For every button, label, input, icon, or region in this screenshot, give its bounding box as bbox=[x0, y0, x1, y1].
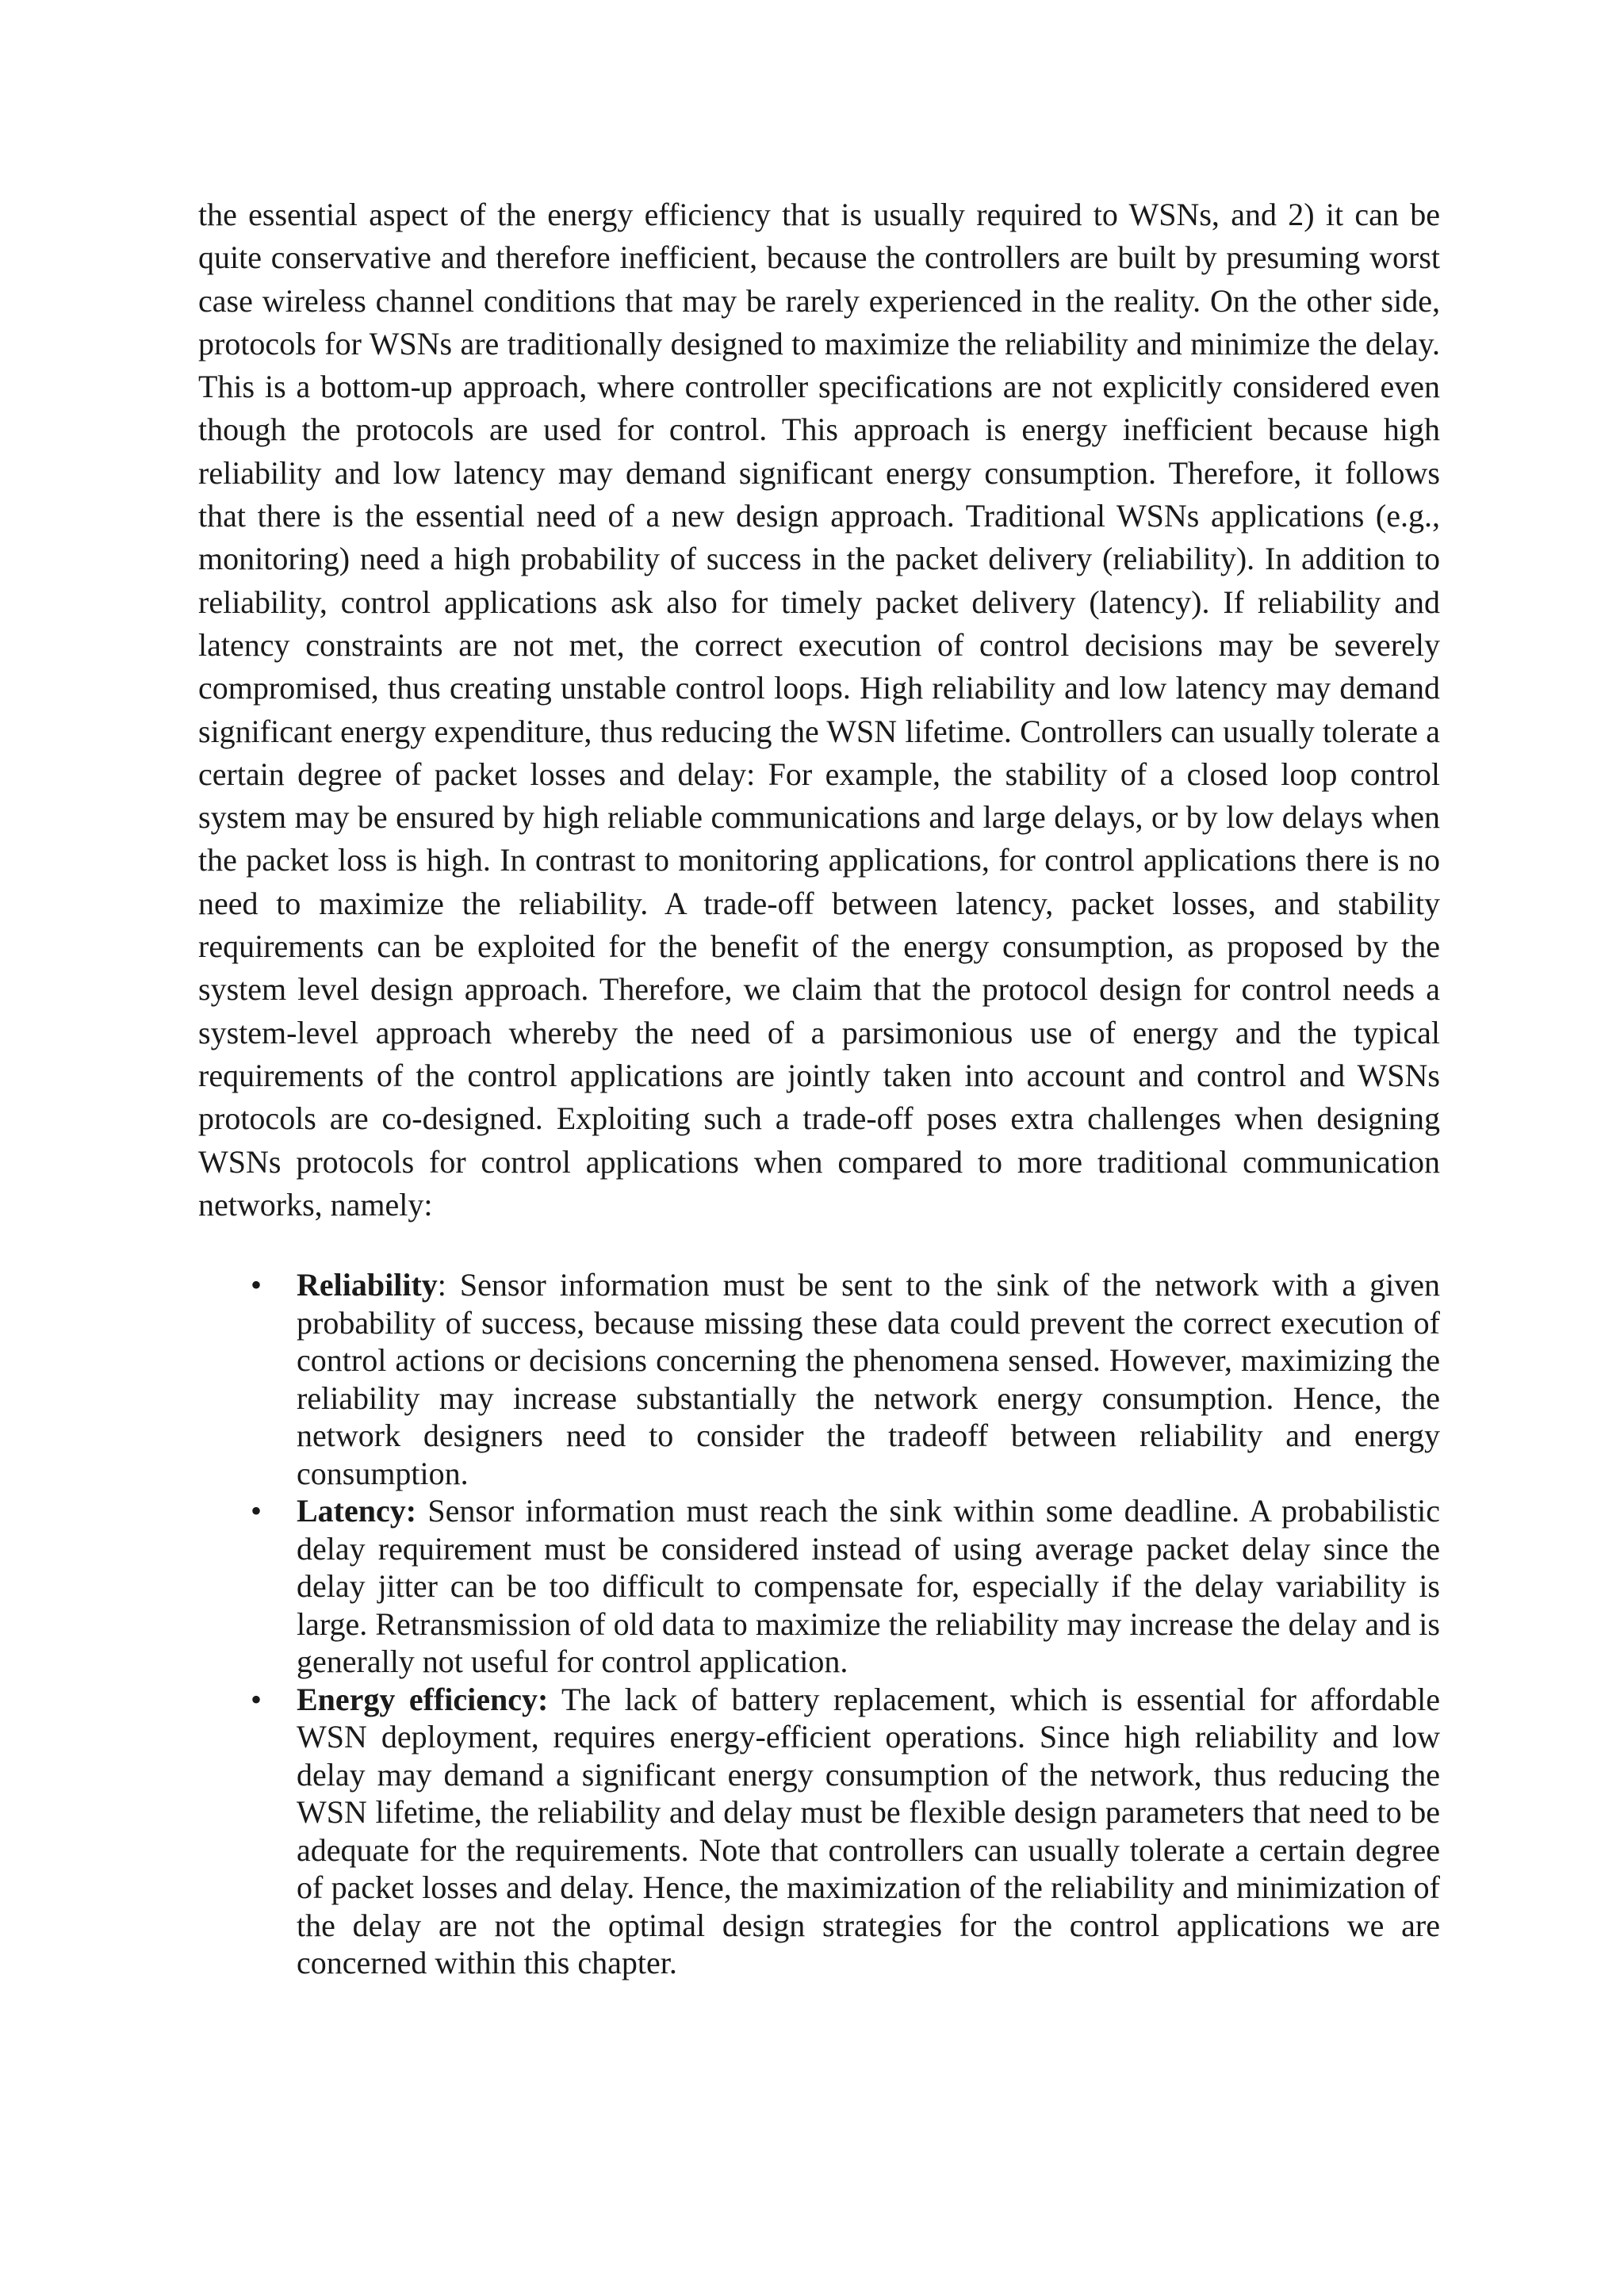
list-item-reliability bbox=[198, 1266, 1440, 1492]
bullet-text: Sensor information must reach the sink within some deadline. A probabilistic delay requirement must be considered instead of using average packet delay since the delay jitter can be too difficult to compensate for, especially if the delay variability is large. Retransmission of old data to maximize the reliability may increase the delay and is generally not useful for control application. bbox=[297, 1493, 1440, 1680]
bullet-icon: • bbox=[251, 1493, 262, 1529]
list-item-latency bbox=[198, 1492, 1440, 1681]
bullet-text: The lack of battery replacement, which is essential for affordable WSN deployment, requires energy-efficient operations. Since high reliability and low delay may demand a significant energy consumption of the network, thus reducing the WSN lifetime, the reliability and delay must be flexible design parameters that need to be adequate for the requirements. Note that controllers can usually tolerate a certain degree of packet losses and delay. Hence, the maximization of the reliability and minimization of the delay are not the optimal design strategies for the control applications we are concerned within this chapter. bbox=[297, 1681, 1441, 1981]
bullet-term: Energy efficiency: bbox=[297, 1681, 549, 1717]
document-page bbox=[198, 193, 1440, 1982]
bullet-icon: • bbox=[251, 1681, 262, 1717]
requirements-list bbox=[198, 1266, 1440, 1982]
bullet-icon: • bbox=[251, 1267, 262, 1303]
bullet-term: Latency: bbox=[297, 1493, 417, 1529]
list-item-energy-efficiency bbox=[198, 1681, 1440, 1982]
body-paragraph: the essential aspect of the energy efficiency that is usually required to WSNs, and 2) it can be quite conservative and therefore inefficient, because the controllers are built by presuming worst case wireless channel conditions that may be rarely experienced in the reality. On the other side, protocols for WSNs are traditionally designed to maximize the reliability and minimize the delay. This is a bottom-up approach, where controller specifications are not explicitly considered even though the protocols are used for control. This approach is energy inefficient because high reliability and low latency may demand significant energy consumption. Therefore, it follows that there is the essential need of a new design approach. Traditional WSNs applications (e.g., monitoring) need a high probability of success in the packet delivery (reliability). In addition to reliability, control applications ask also for timely packet delivery (latency). If reliability and latency constraints are not met, the correct execution of control decisions may be severely compromised, thus creating unstable control loops. High reliability and low latency may demand significant energy expenditure, thus reducing the WSN lifetime. Controllers can usually tolerate a certain degree of packet losses and delay: For example, the stability of a closed loop control system may be ensured by high reliable communications and large delays, or by low delays when the packet loss is high. In contrast to monitoring applications, for control applications there is no need to maximize the reliability. A trade-off between latency, packet losses, and stability requirements can be exploited for the benefit of the energy consumption, as proposed by the system level design approach. Therefore, we claim that the protocol design for control needs a system-level approach whereby the need of a parsimonious use of energy and the typical requirements of the control applications are jointly taken into account and control and WSNs protocols are co-designed. Exploiting such a trade-off poses extra challenges when designing WSNs protocols for control applications when compared to more traditional communication networks, namely: bbox=[198, 197, 1440, 1223]
bullet-text: : Sensor information must be sent to the sink of the network with a given probability of success, because missing these data could prevent the correct execution of control actions or decisions concerning the phenomena sensed. However, maximizing the reliability may increase substantially the network energy consumption. Hence, the network designers need to consider the tradeoff between reliability and energy consumption. bbox=[297, 1267, 1440, 1491]
bullet-term: Reliability bbox=[297, 1267, 438, 1303]
